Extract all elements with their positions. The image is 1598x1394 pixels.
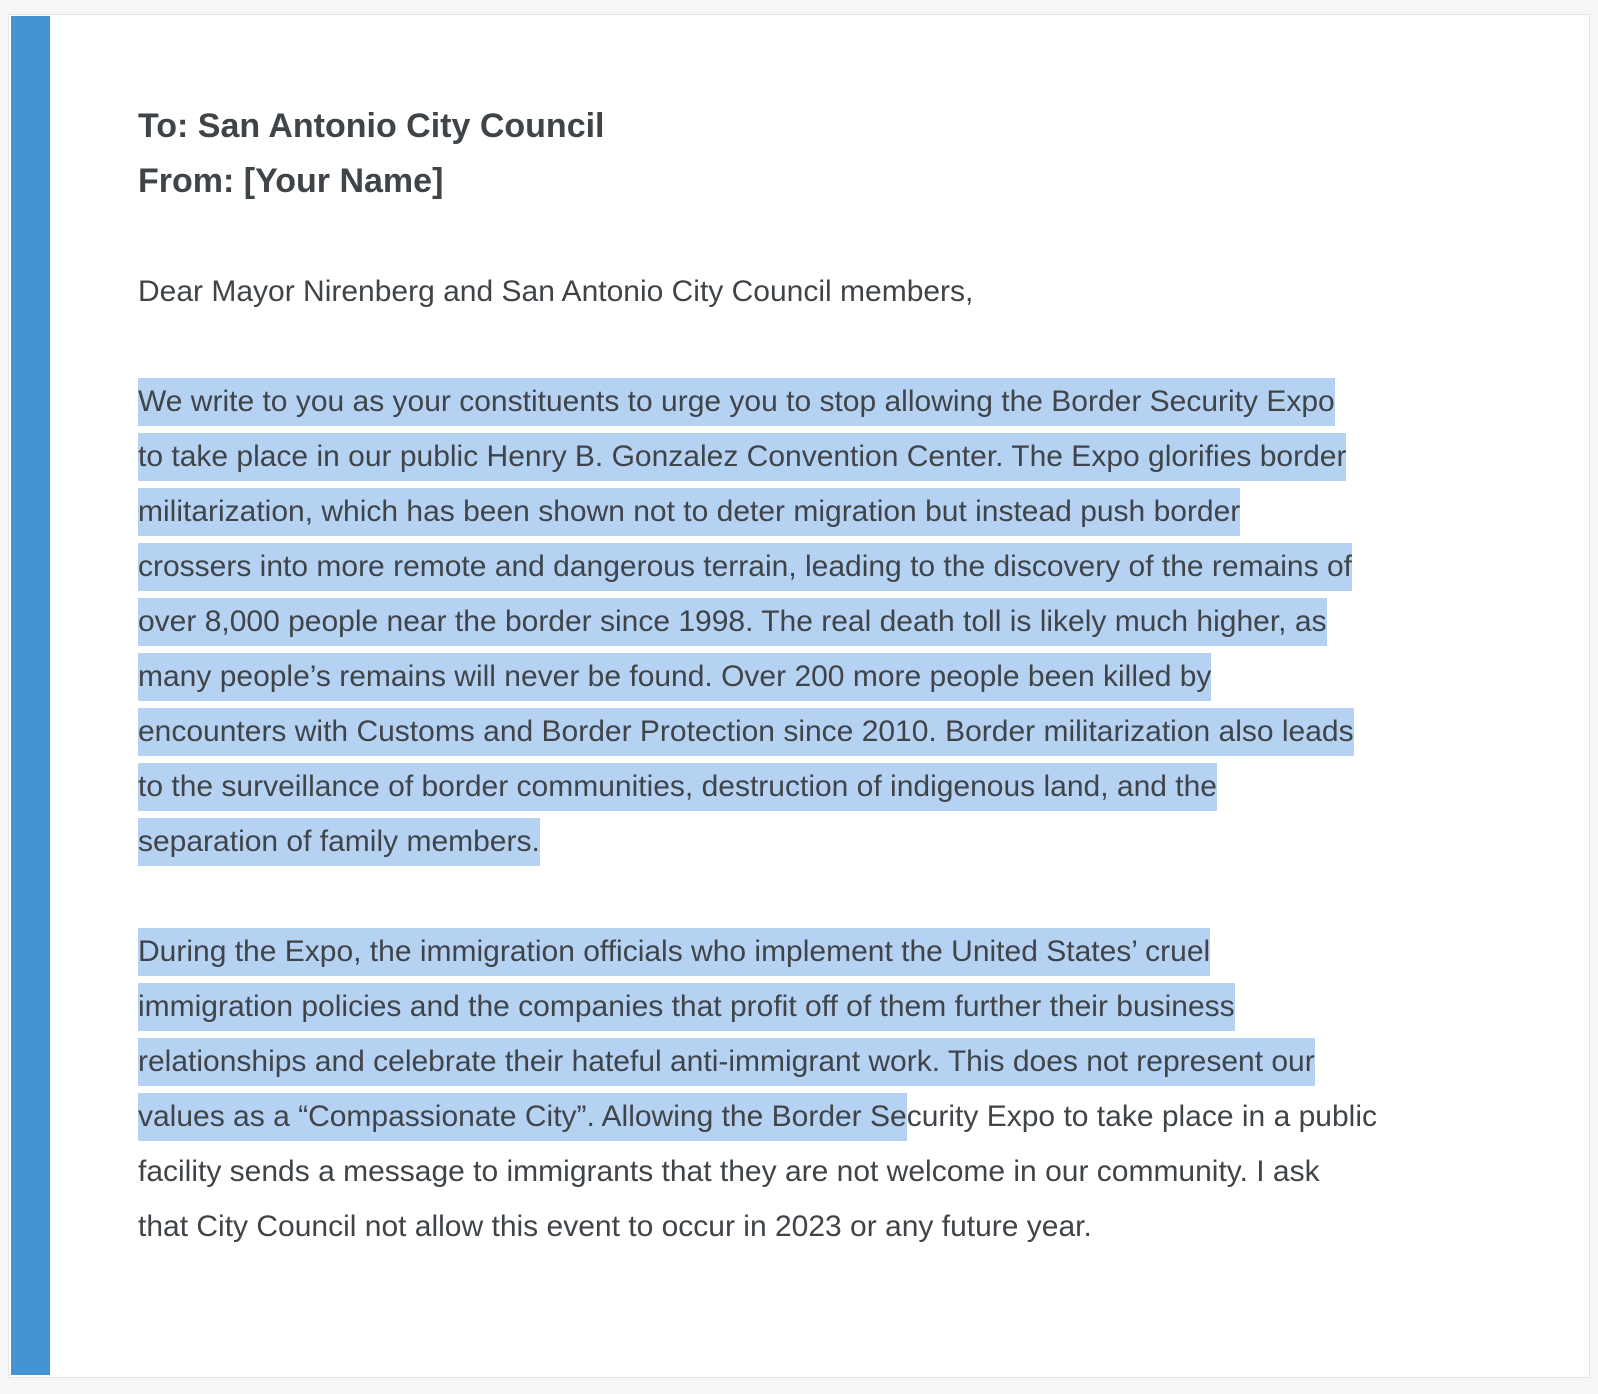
selected-text: over 8,000 people near the border since 1998. The real death toll is likely much higher, as	[138, 598, 1327, 646]
letter-line[interactable]	[138, 979, 1565, 1034]
selected-text: immigration policies and the companies that profit off of them further their business	[138, 983, 1235, 1031]
blank-line	[138, 209, 1565, 264]
selected-text: We write to you as your constituents to urge you to stop allowing the Border Security Expo	[138, 378, 1335, 426]
selected-text: crossers into more remote and dangerous terrain, leading to the discovery of the remains of	[138, 543, 1352, 591]
from-line[interactable]: From: [Your Name]	[138, 162, 444, 200]
letter-line[interactable]	[138, 1199, 1565, 1254]
selected-text: militarization, which has been shown not to deter migration but instead push border	[138, 488, 1240, 536]
letter-line[interactable]	[138, 539, 1565, 594]
blank-line	[138, 869, 1565, 924]
letter-line[interactable]	[138, 1089, 1565, 1144]
salutation-line[interactable]: Dear Mayor Nirenberg and San Antonio City Council members,	[138, 275, 974, 308]
plain-text: facility sends a message to immigrants that they are not welcome in our community. I ask	[138, 1155, 1320, 1188]
paragraph-2[interactable]	[138, 924, 1565, 1254]
selected-text: to take place in our public Henry B. Gonzalez Convention Center. The Expo glorifies border	[138, 433, 1346, 481]
letter-line[interactable]	[138, 429, 1565, 484]
selected-text: many people’s remains will never be found. Over 200 more people been killed by	[138, 653, 1211, 701]
letter-line[interactable]	[138, 814, 1565, 869]
selected-text: to the surveillance of border communities, destruction of indigenous land, and the	[138, 763, 1217, 811]
letter-body[interactable]	[138, 99, 1565, 1254]
letter-line[interactable]	[138, 594, 1565, 649]
paragraph-1[interactable]	[138, 374, 1565, 869]
selected-text: encounters with Customs and Border Protection since 2010. Border militarization also leads	[138, 708, 1354, 756]
left-accent-bar	[11, 16, 50, 1375]
plain-text: curity Expo to take place in a public	[906, 1100, 1377, 1133]
selected-text: separation of family members.	[138, 818, 540, 866]
letter-line[interactable]	[138, 704, 1565, 759]
selected-text: During the Expo, the immigration officials who implement the United States’ cruel	[138, 928, 1210, 976]
selected-text: values as a “Compassionate City”. Allowing the Border Se	[138, 1093, 907, 1141]
letter-line[interactable]	[138, 484, 1565, 539]
blank-line	[138, 319, 1565, 374]
letter-card	[8, 14, 1590, 1378]
letter-line[interactable]	[138, 649, 1565, 704]
plain-text: that City Council not allow this event to occur in 2023 or any future year.	[138, 1210, 1092, 1243]
to-line[interactable]: To: San Antonio City Council	[138, 107, 605, 145]
letter-line[interactable]	[138, 924, 1565, 979]
selected-text: relationships and celebrate their hateful anti-immigrant work. This does not represent our	[138, 1038, 1315, 1086]
letter-line[interactable]	[138, 1144, 1565, 1199]
letter-line[interactable]	[138, 759, 1565, 814]
letter-line[interactable]	[138, 1034, 1565, 1089]
letter-line[interactable]	[138, 374, 1565, 429]
